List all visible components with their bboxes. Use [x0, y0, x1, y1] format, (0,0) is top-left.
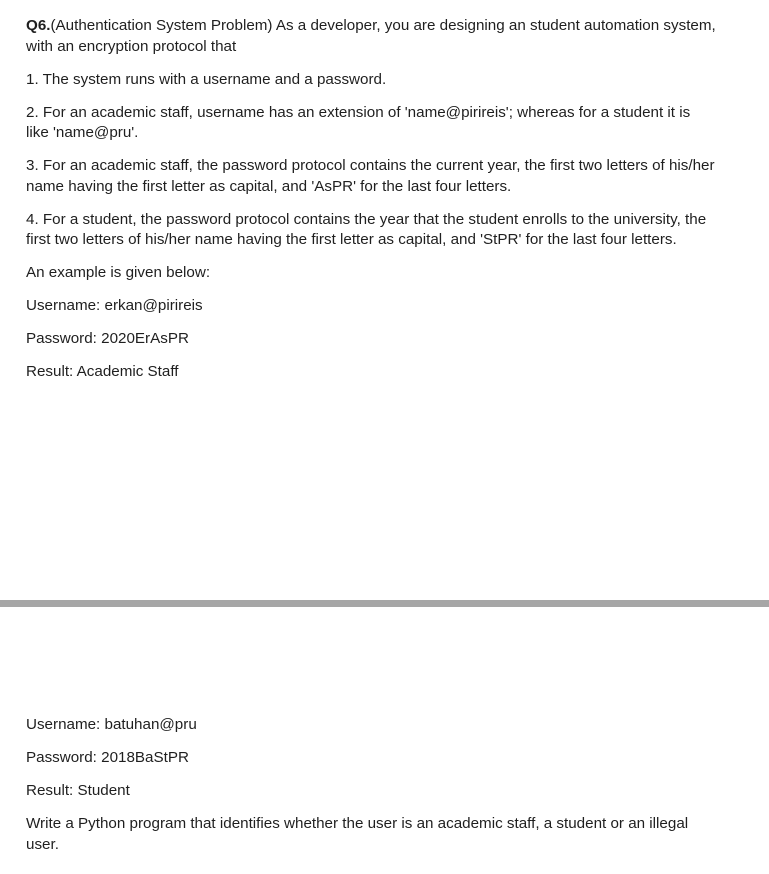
example2-username: Username: batuhan@pru [26, 716, 197, 733]
rule-2: 2. For an academic staff, username has an extension of 'name@pirireis'; whereas for a student it is like 'name@pru'. [26, 103, 691, 141]
rule-3: 3. For an academic staff, the password protocol contains the current year, the first two letters of his/her name having the first letter as capital, and 'AsPR' for the last four letters. [26, 157, 715, 195]
rule-4: 4. For a student, the password protocol contains the year that the student enrolls to the university, the first two letters of his/her name having the first letter as capital, and 'StPR' for the last four letters. [26, 210, 707, 248]
example2-password: Password: 2018BaStPR [26, 749, 189, 766]
question-body [26, 16, 716, 395]
document-page-2 [0, 607, 769, 874]
example-intro: An example is given below: [26, 264, 211, 281]
question-intro-text: (Authentication System Problem) As a developer, you are designing an student automation system, with an encryption protocol that [26, 17, 716, 55]
question-intro [26, 16, 716, 57]
example1-password: Password: 2020ErAsPR [26, 330, 189, 347]
question-body-continued [26, 715, 716, 868]
page-separator [0, 600, 769, 607]
task-statement: Write a Python program that identifies whether the user is an academic staff, a student or an illegal user. [26, 815, 689, 853]
question-label: Q6. [26, 17, 51, 34]
example1-result: Result: Academic Staff [26, 363, 179, 380]
rule-1: 1. The system runs with a username and a password. [26, 70, 387, 88]
example2-result: Result: Student [26, 782, 130, 799]
example1-username: Username: erkan@pirireis [26, 297, 203, 314]
